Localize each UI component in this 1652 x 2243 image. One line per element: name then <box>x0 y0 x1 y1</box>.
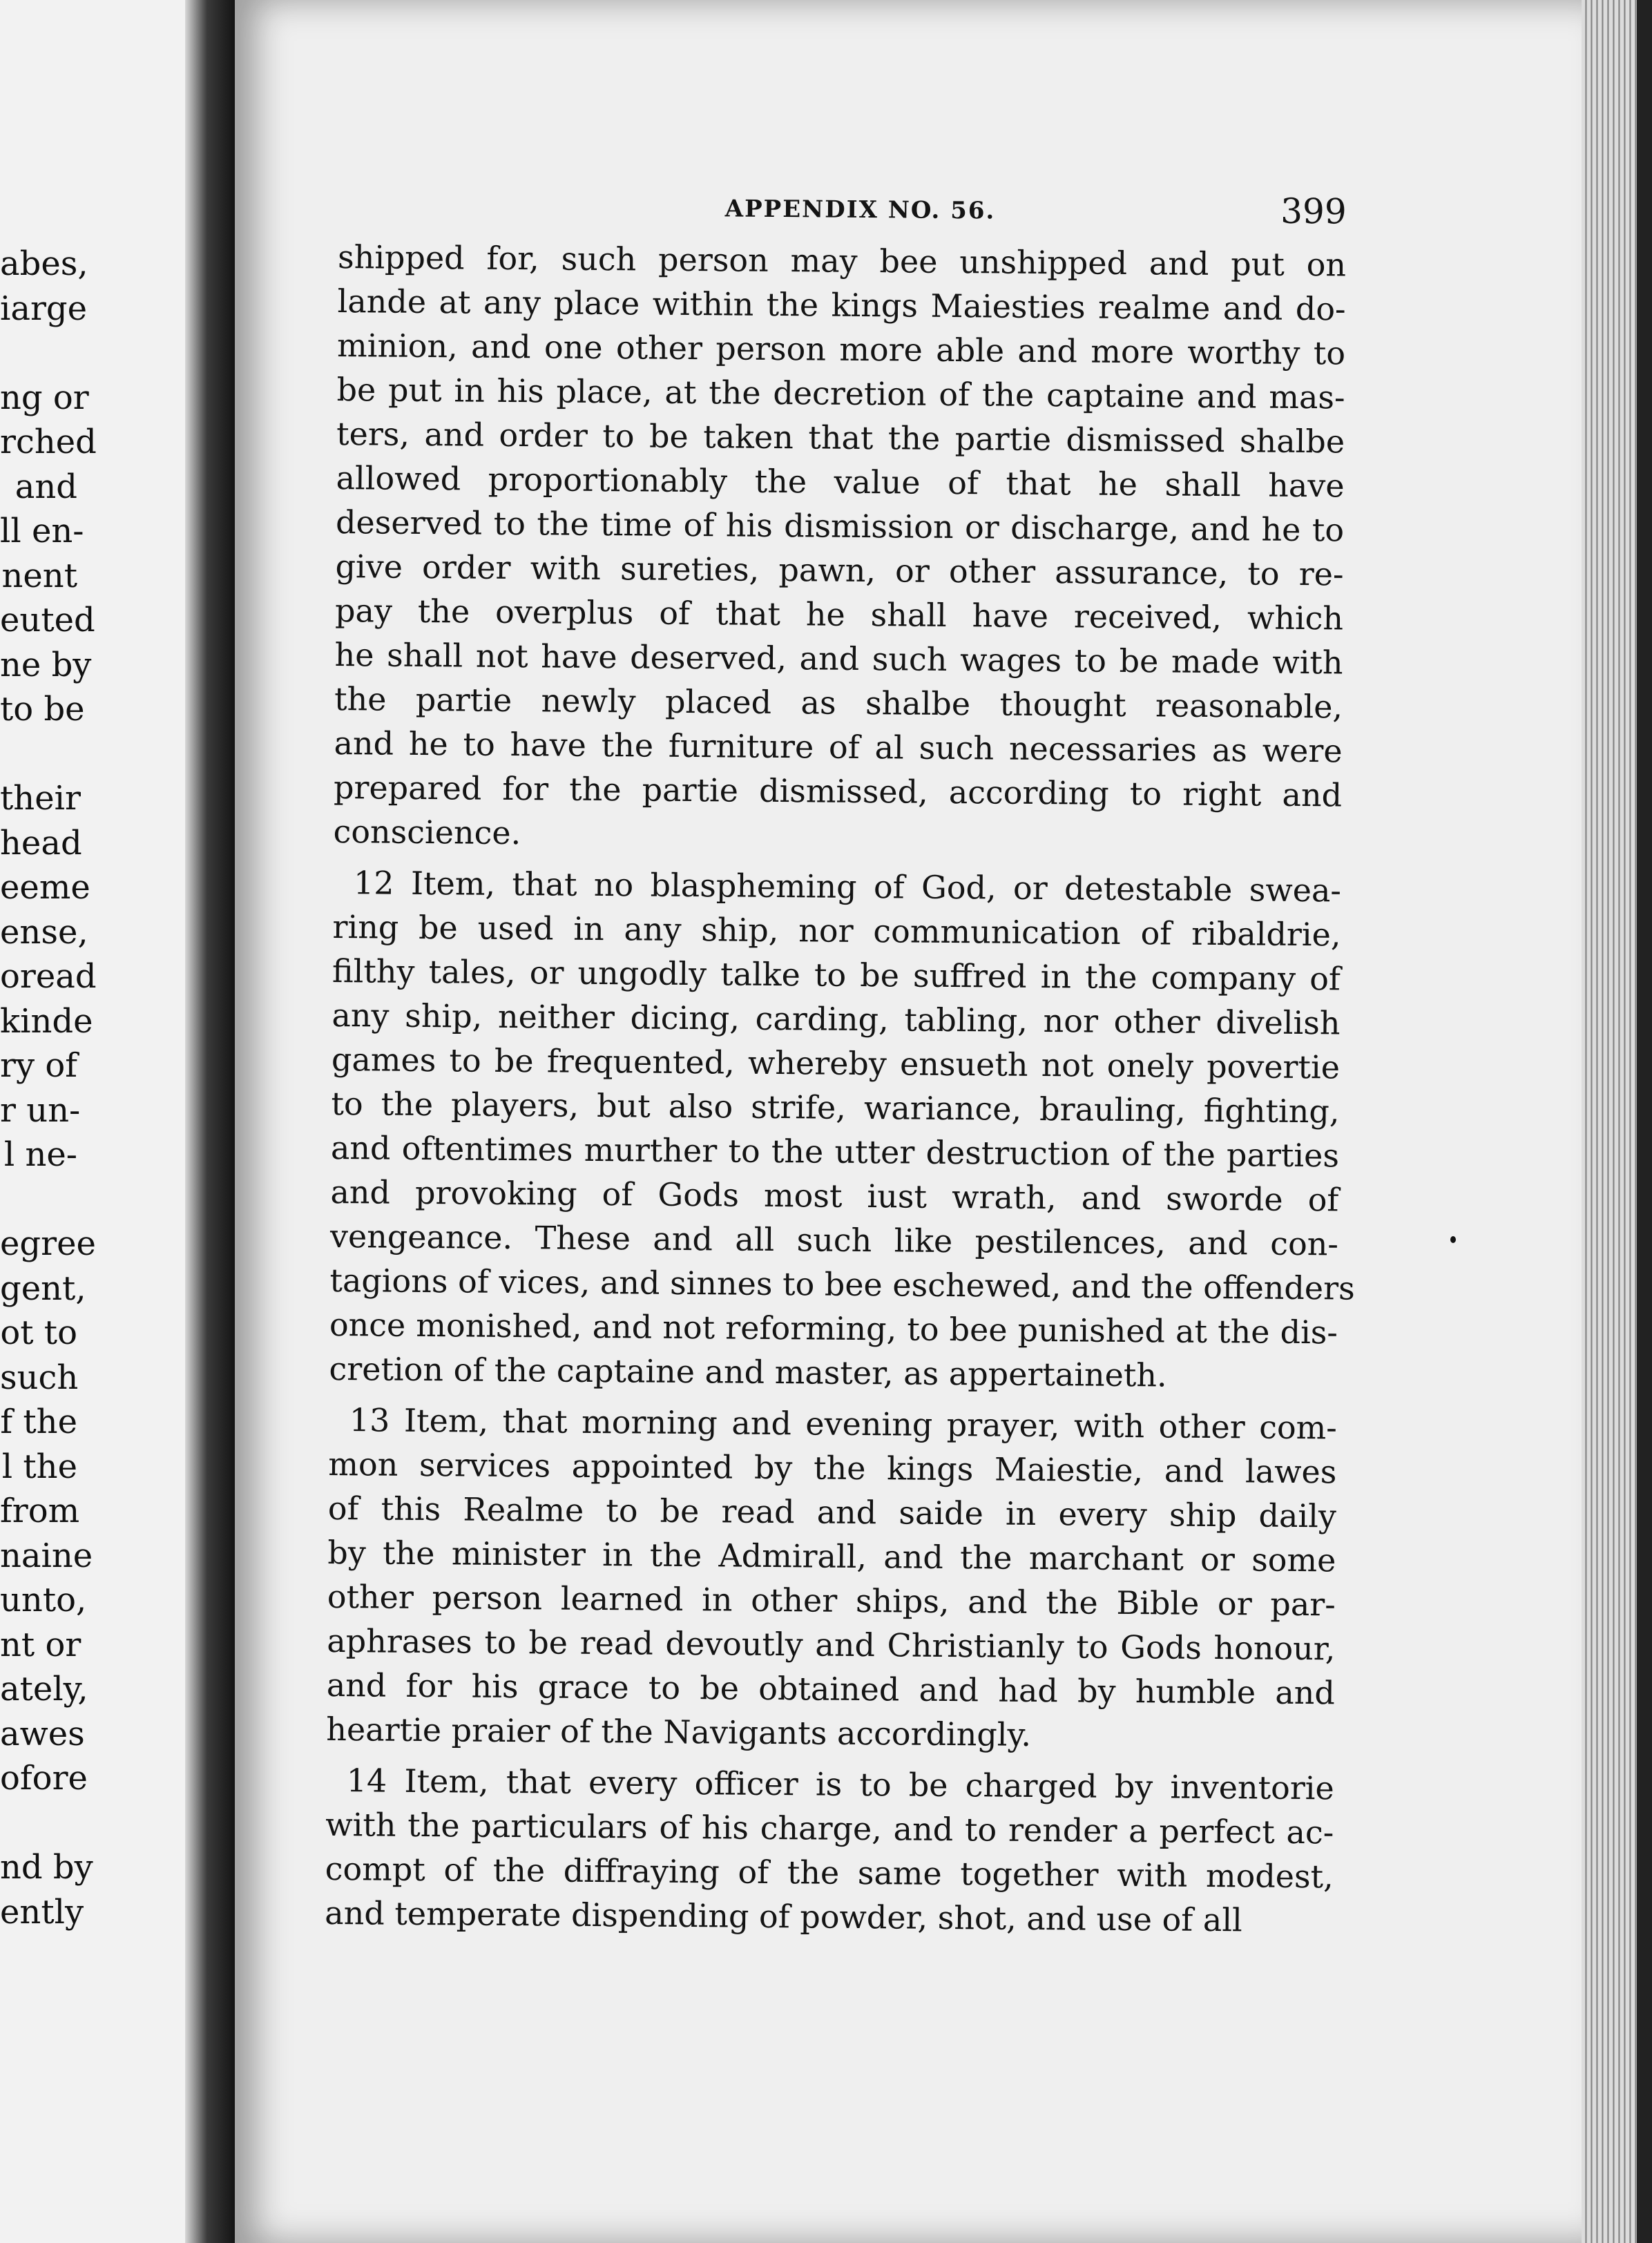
text-line: the partie newly placed as shalbe thought reasonable, <box>334 680 1343 726</box>
previous-page-line-end: awes <box>0 1714 85 1753</box>
text-line: with the particulars of his charge, and to render a perfect ac- <box>325 1805 1334 1851</box>
text-line: tagions of vices, and sinnes to bee eschewed, and the offenders <box>329 1261 1355 1307</box>
previous-page-line-end <box>0 1177 77 1222</box>
previous-page-line-end: eeme <box>0 868 90 907</box>
running-head <box>338 180 1347 242</box>
previous-page-line-end: kinde <box>0 1001 93 1041</box>
text-line: be put in his place, at the decretion of the captaine and mas- <box>336 370 1345 416</box>
text-line: and for his grace to be obtained and had by humble and <box>326 1666 1336 1712</box>
text-line: ters, and order to be taken that the partie dismissed shalbe <box>336 414 1345 461</box>
text-line: he shall not have deserved, and such wages to be made with <box>334 635 1343 682</box>
body-text <box>325 235 1355 1943</box>
text-line: cretion of the captaine and master, as appertaineth. <box>329 1349 1167 1394</box>
previous-page-line-end: l the <box>1 1447 77 1486</box>
previous-page-line-end: ofore <box>0 1759 88 1798</box>
previous-page-line-end: ense, <box>0 912 88 952</box>
previous-page-line-end: euted <box>0 601 95 639</box>
paragraph <box>326 1398 1337 1759</box>
text-line: 12 Item, that no blaspheming of God, or detestable swea- <box>353 864 1342 909</box>
previous-page-line-end: ently <box>0 1892 84 1932</box>
previous-page-line-end: and <box>15 467 77 506</box>
previous-page-line-end: gent, <box>0 1269 86 1308</box>
text-line: and he to have the furniture of al such necessaries as were <box>334 724 1343 770</box>
text-line: and provoking of Gods most iust wrath, and sworde of <box>330 1173 1339 1219</box>
text-line: ring be used in any ship, nor communication of ribaldrie, <box>332 907 1341 954</box>
previous-page-line-end: oread <box>0 957 97 996</box>
previous-page-line-end: their <box>0 779 81 818</box>
text-line: conscience. <box>333 812 521 852</box>
previous-page-line-end: nt or <box>0 1625 81 1664</box>
text-line: heartie praier of the Navigants accordingly. <box>326 1710 1032 1753</box>
previous-page-line-end: to be <box>0 690 85 729</box>
previous-page-line-end: nent <box>1 556 77 595</box>
scan-border <box>1637 0 1652 2243</box>
text-line: compt of the diffraying of the same together with modest, <box>325 1849 1334 1896</box>
text-line: mon services appointed by the kings Maiestie, and lawes <box>328 1445 1337 1491</box>
paragraph <box>329 860 1355 1398</box>
text-line: lande at any place within the kings Maiesties realme and do- <box>337 282 1346 328</box>
text-line: shipped for, such person may bee unshipped and put on <box>337 238 1347 284</box>
previous-page-line-end: ne by <box>0 645 92 684</box>
text-line: other person learned in other ships, and the Bible or par- <box>327 1577 1336 1624</box>
previous-page-line-end: l ne- <box>3 1135 77 1174</box>
previous-page-line-end: egree <box>0 1224 96 1263</box>
previous-page-line-end: ll en- <box>0 512 84 550</box>
previous-page-line-end: ry of <box>0 1046 77 1085</box>
previous-page-line-end <box>0 1801 77 1846</box>
previous-page-line-end <box>0 732 77 777</box>
scan-speck <box>1450 1236 1456 1243</box>
previous-page-line-end: rched <box>0 423 97 461</box>
page-text-block <box>325 180 1355 1943</box>
previous-page-line-end: naine <box>0 1536 93 1575</box>
previous-page-line-end: unto, <box>0 1581 87 1619</box>
text-line: of this Realme to be read and saide in every ship daily <box>327 1489 1337 1535</box>
text-line: pay the overplus of that he shall have received, which <box>334 591 1344 637</box>
paragraph <box>333 235 1346 861</box>
text-line: allowed proportionably the value of that he shall have <box>336 459 1345 505</box>
text-line: once monished, and not reforming, to bee punished at the dis- <box>329 1305 1338 1351</box>
text-line: to the players, but also strife, wariance, brauling, fighting, <box>331 1084 1340 1130</box>
book-gutter <box>185 0 240 2243</box>
text-line: vengeance. These and all such like pestilences, and con- <box>329 1217 1339 1263</box>
text-line: minion, and one other person more able and more worthy to <box>336 326 1346 372</box>
previous-page-line-end: r un- <box>0 1090 81 1130</box>
previous-page-line-end: iarge <box>0 289 88 328</box>
text-line: and oftentimes murther to the utter destruction of the parties <box>330 1128 1340 1175</box>
previous-page-line-ends <box>0 242 97 1934</box>
text-line: prepared for the partie dismissed, according to right and <box>333 768 1343 814</box>
text-line: deserved to the time of his dismission or discharge, and he to <box>335 503 1345 549</box>
text-line: 13 Item, that morning and evening prayer, with other com- <box>349 1401 1338 1447</box>
text-line: any ship, neither dicing, carding, tabling, nor other divelish <box>332 996 1341 1042</box>
previous-page-line-end: nd by <box>0 1848 93 1887</box>
text-line: give order with sureties, pawn, or other assurance, to re- <box>335 547 1344 593</box>
paragraph <box>325 1758 1334 1943</box>
previous-page-fragment <box>0 0 200 2243</box>
running-head-title: APPENDIX NO. 56. <box>724 195 996 225</box>
text-line: aphrases to be read devoutly and Christianly to Gods honour, <box>327 1621 1336 1668</box>
previous-page-line-end: ot to <box>0 1313 77 1352</box>
page-number: 399 <box>1280 191 1347 232</box>
previous-page-line-end: from <box>0 1492 80 1530</box>
previous-page-line-end <box>0 331 77 376</box>
text-line: 14 Item, that every officer is to be charged by inventorie <box>346 1762 1334 1807</box>
previous-page-line-end: abes, <box>0 244 88 283</box>
text-line: filthy tales, or ungodly talke to be suffred in the company of <box>332 952 1341 998</box>
previous-page-line-end: ng or <box>0 378 89 417</box>
previous-page-line-end: such <box>0 1358 79 1397</box>
previous-page-line-end: head <box>0 823 82 863</box>
text-line: by the minister in the Admirall, and the marchant or some <box>327 1533 1336 1579</box>
previous-page-line-end: f the <box>0 1403 77 1441</box>
text-line: and temperate dispending of powder, shot, and use of all <box>325 1894 1242 1939</box>
previous-page-line-end: ately, <box>0 1670 88 1708</box>
text-line: games to be frequented, whereby ensueth not onely povertie <box>331 1040 1341 1086</box>
